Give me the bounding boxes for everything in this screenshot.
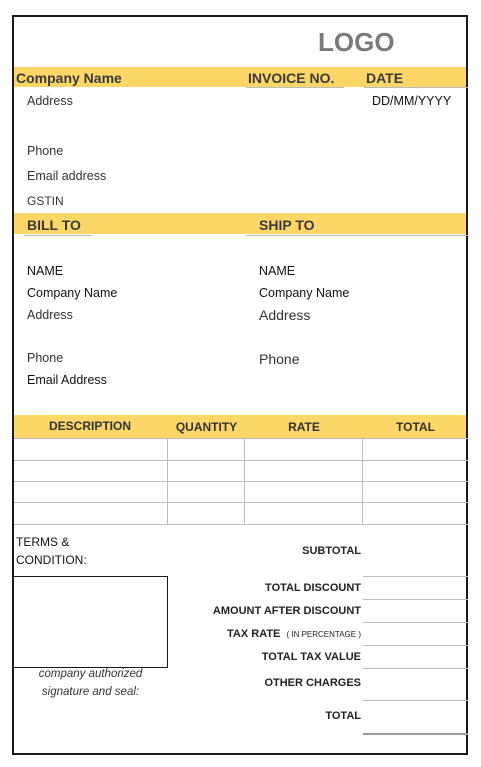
tax-rate-value-line[interactable] [363,645,468,646]
bill-ship-band [14,213,466,234]
bill-to-company: Company Name [27,286,118,300]
tax-rate-note: ( IN PERCENTAGE ) [286,630,361,639]
bill-to-address: Address [27,308,73,322]
table-row-line [14,481,468,482]
table-col-line [167,438,168,524]
amount-after-discount-label: AMOUNT AFTER DISCOUNT [212,605,361,617]
table-row-line [14,502,468,503]
invoice-number-underline [246,87,344,88]
company-gstin: GSTIN [27,194,64,208]
total-discount-label: TOTAL DISCOUNT [265,582,361,594]
table-row-line [14,460,468,461]
col-description: DESCRIPTION [48,419,131,433]
ship-to-address: Address [259,307,311,323]
col-rate: RATE [288,420,320,434]
date-label: DATE [366,70,404,86]
ship-to-title: SHIP TO [259,217,315,233]
company-phone: Phone [27,144,64,158]
col-quantity: QUANTITY [175,420,238,434]
tax-rate-label [227,628,361,640]
company-name-label: Company Name [16,70,122,86]
bill-to-email: Email Address [27,373,107,387]
signature-box[interactable] [13,576,168,668]
signature-caption-line1: company authorized [38,668,143,680]
tax-rate-text: TAX RATE [227,628,281,640]
other-charges-label: OTHER CHARGES [264,677,361,689]
invoice-number-label: INVOICE NO. [248,70,335,86]
total-tax-value-label: TOTAL TAX VALUE [261,651,361,663]
table-row-line [14,524,468,525]
total-discount-value-line[interactable] [363,599,468,600]
col-total: TOTAL [396,420,435,434]
table-col-line [244,438,245,524]
table-row-line [14,438,468,439]
bill-to-title: BILL TO [27,217,81,233]
terms-label-line1: TERMS & [16,535,70,549]
total-value-line[interactable] [363,733,468,735]
bill-to-underline [24,235,92,236]
other-charges-value-line[interactable] [363,700,468,701]
signature-caption-line2: signature and seal: [41,686,140,698]
company-address: Address [27,94,73,108]
total-tax-value-line[interactable] [363,668,468,669]
bill-to-name: NAME [27,264,64,278]
logo-text: LOGO [318,27,395,57]
table-col-line [362,438,363,524]
terms-label-line2: CONDITION: [16,553,87,567]
date-underline [364,87,468,88]
ship-to-company: Company Name [259,286,350,300]
ship-to-phone: Phone [259,351,300,367]
amount-after-discount-value-line[interactable] [363,622,468,623]
company-email: Email address [27,169,107,183]
ship-to-underline [246,235,468,236]
subtotal-value-line[interactable] [363,576,468,577]
ship-to-name: NAME [259,264,296,278]
date-value[interactable]: DD/MM/YYYY [372,94,452,108]
total-label: TOTAL [325,710,361,722]
subtotal-label: SUBTOTAL [302,545,361,557]
bill-to-phone: Phone [27,351,64,365]
